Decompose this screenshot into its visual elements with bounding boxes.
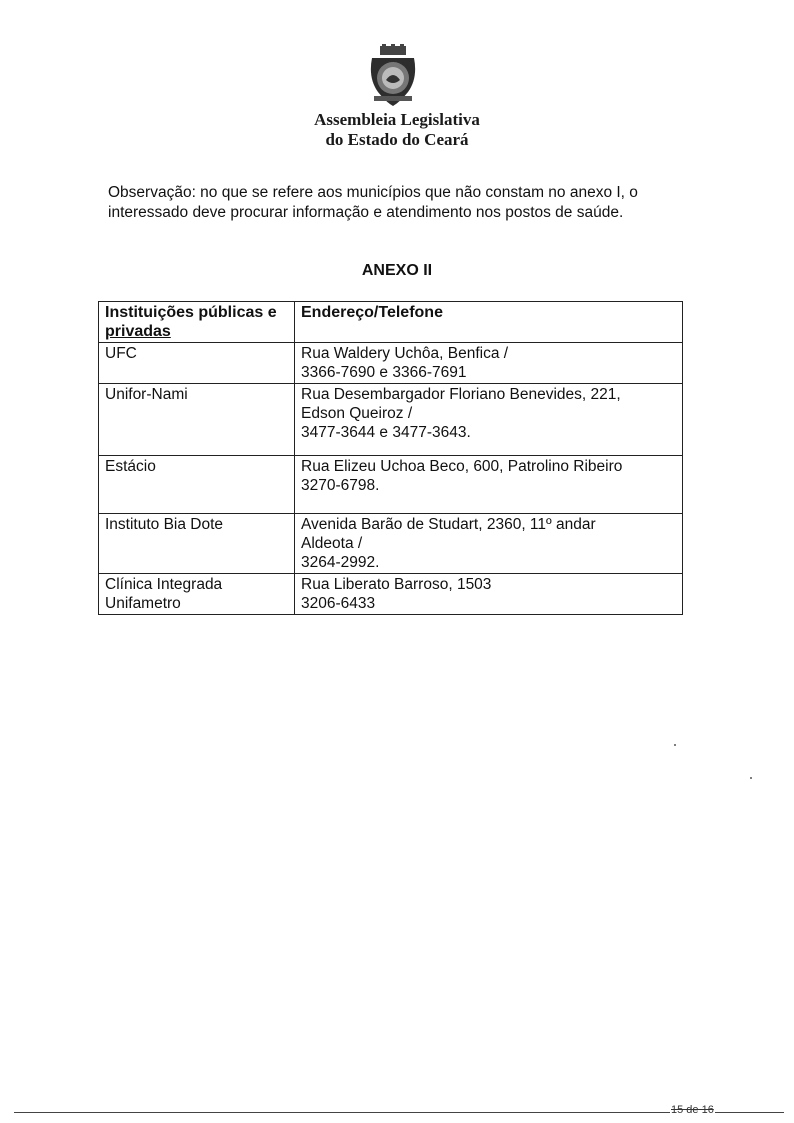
table-row	[99, 574, 683, 615]
table-row	[99, 514, 683, 574]
institution-header-line2: privadas	[105, 323, 171, 340]
institution-cell: Instituto Bia Dote	[99, 514, 295, 574]
scan-speck	[750, 777, 752, 779]
address-header: Endereço/Telefone	[295, 302, 683, 343]
coat-of-arms-icon	[364, 44, 422, 108]
page-number: 15 de 16	[671, 1104, 714, 1116]
institution-cell: Clínica Integrada Unifametro	[99, 574, 295, 615]
institutions-table	[98, 301, 683, 615]
organization-name: Assembleia Legislativa	[314, 110, 480, 129]
institution-header	[99, 302, 295, 343]
organization-subtitle: do Estado do Ceará	[325, 130, 469, 149]
footer-rule	[14, 1112, 784, 1113]
address-cell: Rua Waldery Uchôa, Benfica / 3366-7690 e 3366-7691	[295, 343, 683, 384]
institution-cell: UFC	[99, 343, 295, 384]
annex-title: ANEXO II	[361, 262, 433, 279]
institution-cell: Unifor-Nami	[99, 384, 295, 456]
observation-note: Observação: no que se refere aos municípios que não constam no anexo I, o interessado deve procurar informação e atendimento nos postos de saúde.	[108, 184, 638, 221]
institution-cell: Estácio	[99, 456, 295, 514]
table-row	[99, 384, 683, 456]
scan-speck	[674, 744, 676, 746]
table-header-row	[99, 302, 683, 343]
address-cell: Rua Liberato Barroso, 1503 3206-6433	[295, 574, 683, 615]
table-row	[99, 456, 683, 514]
address-cell: Avenida Barão de Studart, 2360, 11º andar Aldeota / 3264-2992.	[295, 514, 683, 574]
address-cell: Rua Elizeu Uchoa Beco, 600, Patrolino Ribeiro 3270-6798.	[295, 456, 683, 514]
table-row	[99, 343, 683, 384]
address-cell: Rua Desembargador Floriano Benevides, 221, Edson Queiroz / 3477-3644 e 3477-3643.	[295, 384, 683, 456]
institution-header-line1: Instituições públicas e	[105, 304, 277, 321]
